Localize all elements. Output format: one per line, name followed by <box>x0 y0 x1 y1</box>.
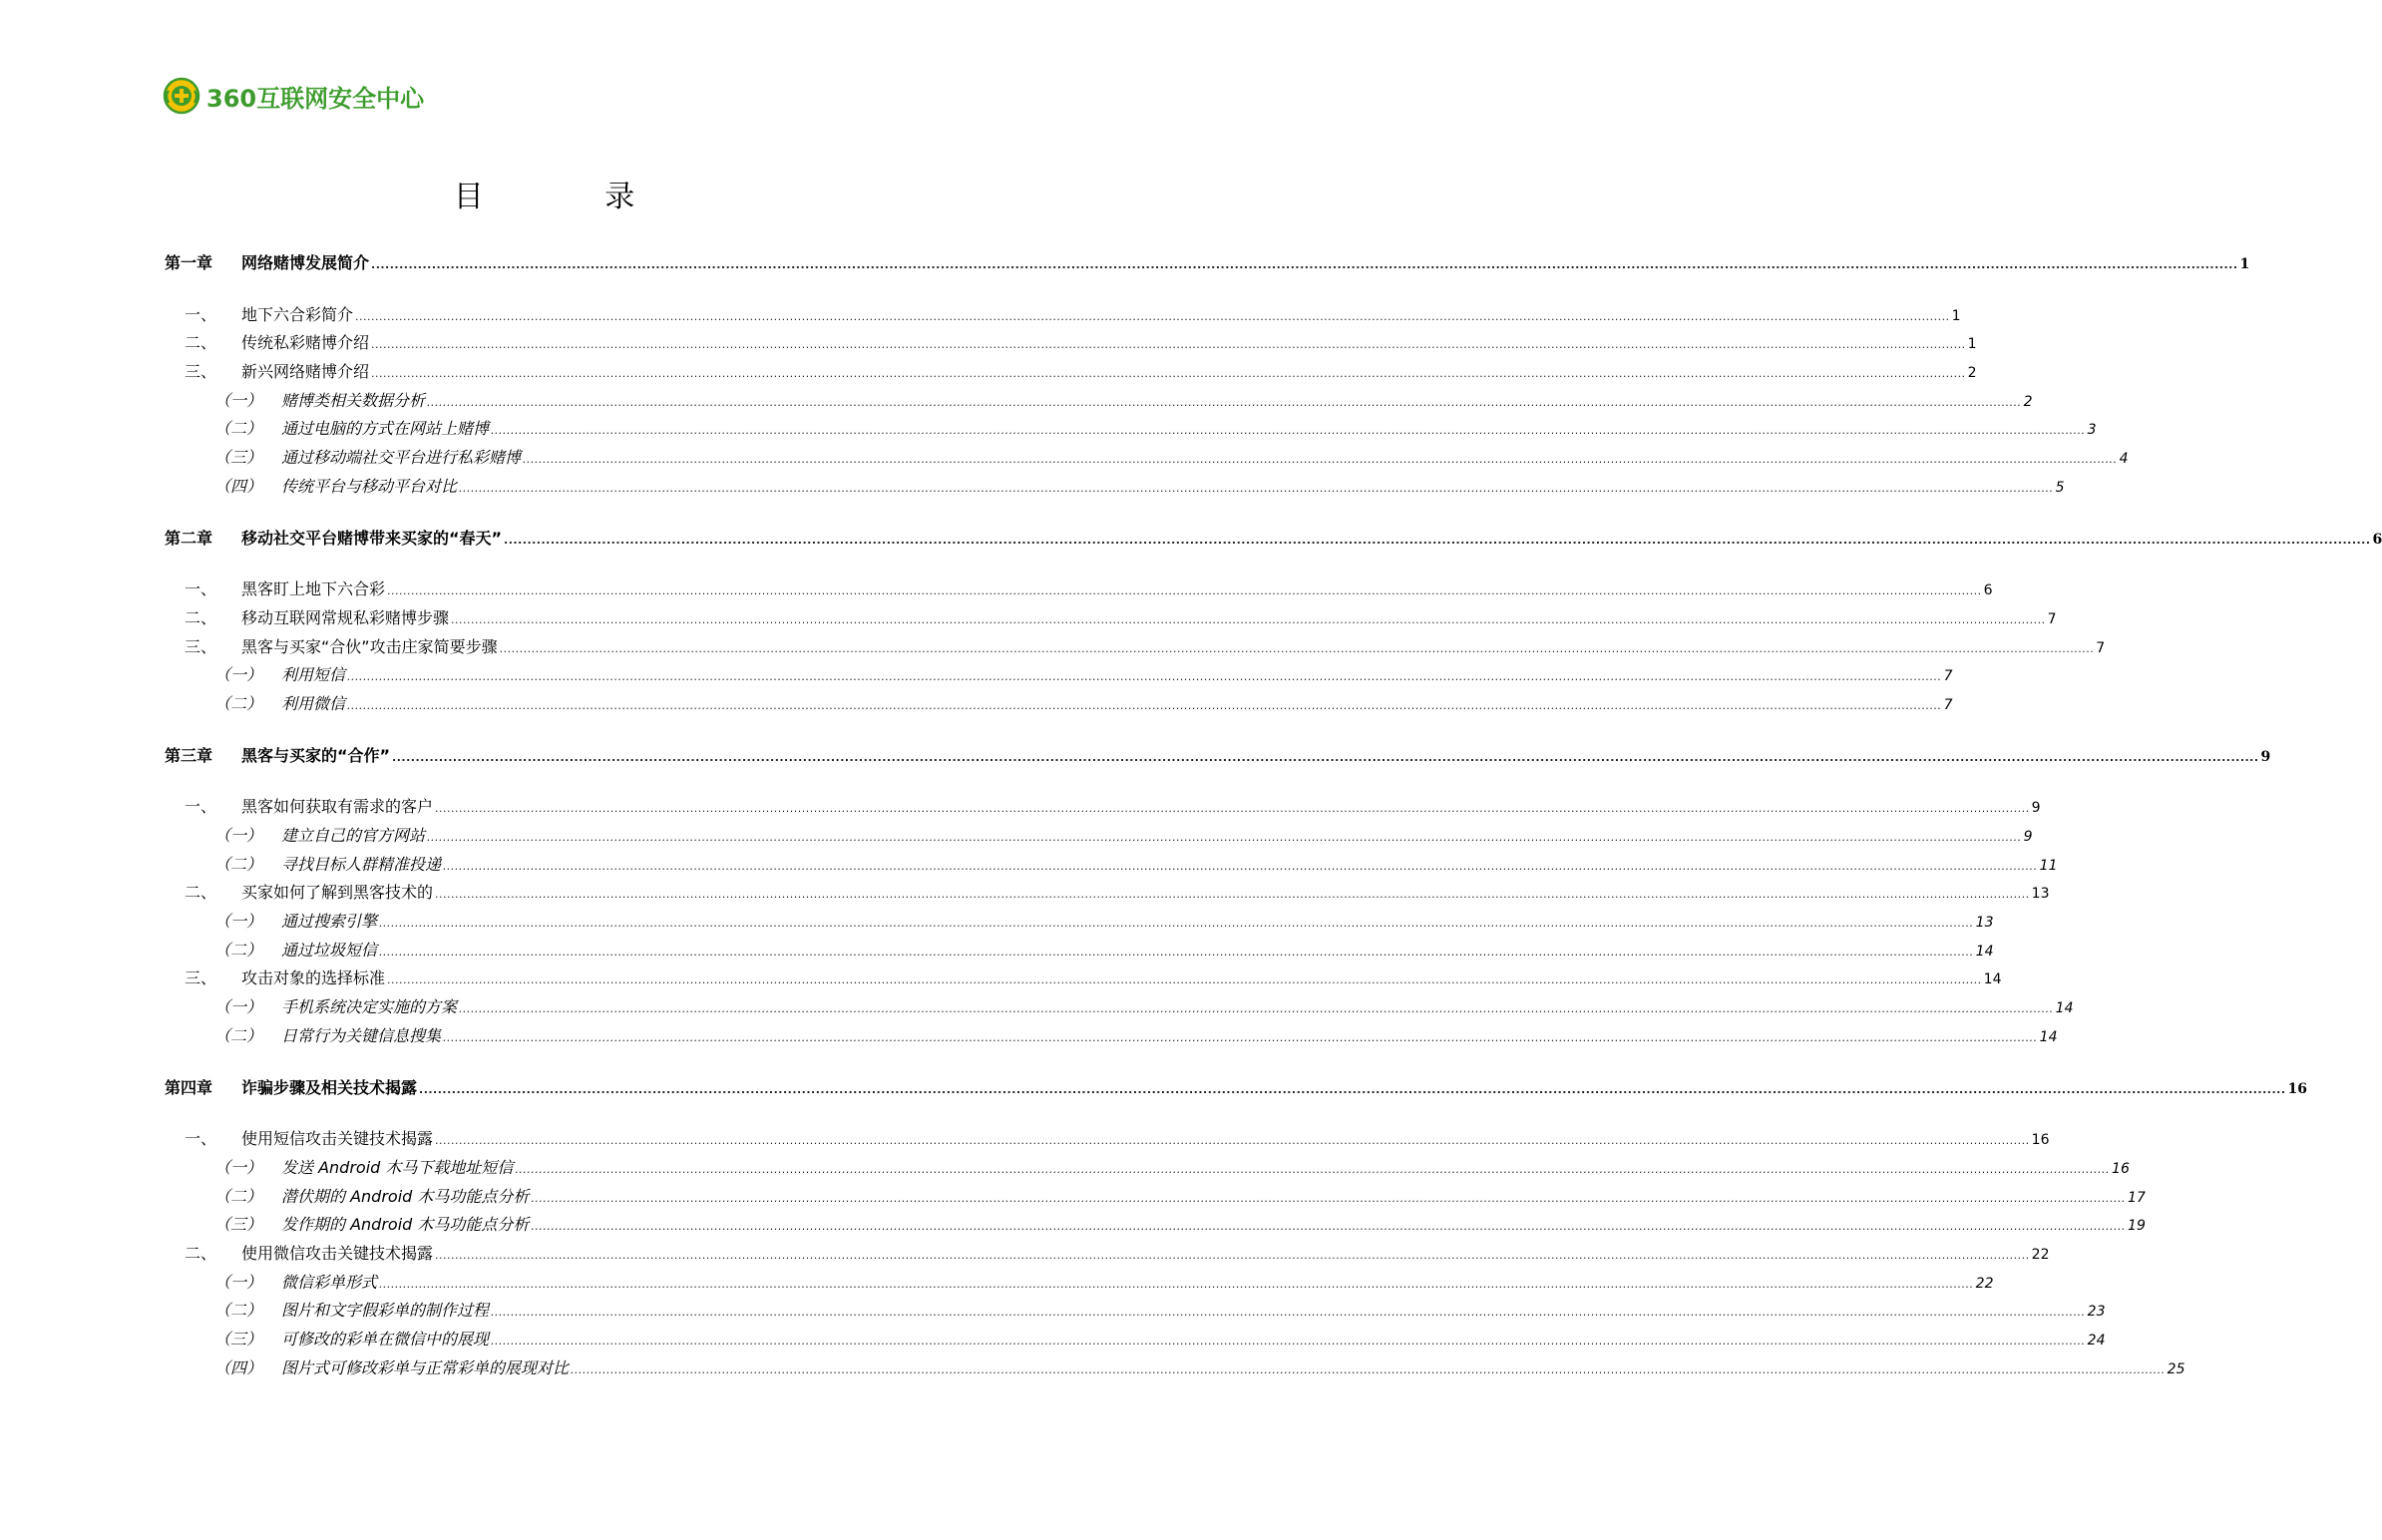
toc-entry-number: （二） <box>214 419 263 439</box>
toc-entry-number: 一、 <box>185 579 217 599</box>
toc-entry-label: 利用微信 <box>281 693 346 713</box>
toc-entry-label: 手机系统决定实施的方案 <box>281 997 458 1017</box>
toc-dot-leader: ................................................................................................................................................................................................................................................................................................................................................................................................................ <box>443 1030 2038 1044</box>
toc-entry-number: （四） <box>214 476 263 496</box>
toc-entry-label: 微信彩单形式 <box>281 1272 378 1292</box>
toc-entry-number: （三） <box>214 448 263 468</box>
toc-dot-leader: ................................................................................................................................................................................................................................................................................................................................................................................................................ <box>347 698 1942 712</box>
toc-entry-number: （一） <box>214 1157 263 1177</box>
toc-entry-page: 1 <box>1967 336 1977 353</box>
toc-dot-leader: ................................................................................................................................................................................................................................................................................................................................................................................................................ <box>435 888 2030 902</box>
toc-entry-page: 14 <box>2055 1000 2074 1017</box>
toc-entry[interactable] <box>165 1354 2185 1383</box>
toc-entry[interactable] <box>165 1240 2050 1269</box>
toc-entry-label: 黑客盯上地下六合彩 <box>241 579 386 599</box>
toc-entry[interactable] <box>165 1297 2106 1326</box>
toc-entry[interactable] <box>165 604 2057 633</box>
toc-entry[interactable] <box>165 387 2033 416</box>
toc-chapter-entry[interactable] <box>165 525 2382 554</box>
toc-entry-page: 16 <box>2031 1132 2050 1149</box>
toc-entry-label: 潜伏期的 Android 木马功能点分析 <box>281 1186 530 1206</box>
toc-entry-number: （三） <box>214 1215 263 1235</box>
toc-entry-page: 23 <box>2087 1304 2106 1321</box>
toc-entry[interactable] <box>165 444 2129 473</box>
toc-entry-label: 使用短信攻击关键技术揭露 <box>241 1129 434 1149</box>
toc-dot-leader: ................................................................................................................................................................................................................................................................................................................................................................................................................ <box>443 859 2038 873</box>
toc-entry-page: 7 <box>1943 668 1953 685</box>
toc-entry-page: 3 <box>2087 422 2097 439</box>
toc-dot-leader: ................................................................................................................................................................................................................................................................................................................................................................................................................ <box>435 1248 2030 1262</box>
toc-entry-number: （二） <box>214 1301 263 1321</box>
toc-dot-leader: ................................................................................................................................................................................................................................................................................................................................................................................................................ <box>371 258 2238 271</box>
toc-entry[interactable] <box>165 1269 1994 1298</box>
toc-entry-label: 移动社交平台赌博带来买家的“春天” <box>241 528 503 548</box>
toc-entry-page: 7 <box>1943 696 1953 713</box>
toc-entry-label: 利用短信 <box>281 665 346 685</box>
toc-entry-number: （一） <box>214 1272 263 1292</box>
toc-entry-label: 图片式可修改彩单与正常彩单的展现对比 <box>281 1357 570 1377</box>
toc-dot-leader: ................................................................................................................................................................................................................................................................................................................................................................................................................ <box>379 945 1974 959</box>
toc-entry[interactable] <box>165 793 2041 822</box>
toc-dot-leader: ................................................................................................................................................................................................................................................................................................................................................................................................................ <box>379 917 1974 931</box>
toc-entry-label: 传统私彩赌博介绍 <box>241 333 370 353</box>
toc-entry-number: 三、 <box>185 968 217 988</box>
toc-dot-leader: ................................................................................................................................................................................................................................................................................................................................................................................................................ <box>459 481 2054 495</box>
toc-entry-page: 2 <box>2023 393 2033 410</box>
toc-entry-number: （一） <box>214 997 263 1017</box>
toc-entry-page: 25 <box>2167 1360 2185 1377</box>
toc-dot-leader: ................................................................................................................................................................................................................................................................................................................................................................................................................ <box>371 367 1966 381</box>
toc-chapter-entry[interactable] <box>165 1074 2307 1103</box>
toc-dot-leader: ................................................................................................................................................................................................................................................................................................................................................................................................................ <box>387 584 1982 598</box>
toc-dot-leader: ................................................................................................................................................................................................................................................................................................................................................................................................................ <box>379 1277 1974 1291</box>
toc-entry-label: 移动互联网常规私彩赌博步骤 <box>241 607 450 627</box>
toc-entry[interactable] <box>165 576 1993 604</box>
toc-dot-leader: ................................................................................................................................................................................................................................................................................................................................................................................................................ <box>515 1162 2111 1176</box>
toc-entry-label: 建立自己的官方网站 <box>281 826 426 845</box>
toc-dot-leader: ................................................................................................................................................................................................................................................................................................................................................................................................................ <box>355 309 1950 323</box>
toc-entry-page: 13 <box>2031 886 2050 903</box>
toc-entry-label: 图片和文字假彩单的制作过程 <box>281 1301 490 1321</box>
toc-entry-page: 5 <box>2055 479 2065 496</box>
toc-entry-label: 传统平台与移动平台对比 <box>281 476 458 496</box>
toc-entry[interactable] <box>165 1211 2146 1240</box>
toc-entry[interactable] <box>165 1022 2058 1051</box>
page-title: 目 录 <box>453 180 691 214</box>
toc-entry-number: 二、 <box>185 333 217 353</box>
toc-dot-leader: ................................................................................................................................................................................................................................................................................................................................................................................................................ <box>419 1082 2286 1096</box>
toc-entry[interactable] <box>165 822 2033 851</box>
toc-entry-number: 二、 <box>185 1243 217 1263</box>
toc-entry[interactable] <box>165 415 2097 444</box>
toc-entry-label: 通过电脑的方式在网站上赌博 <box>281 419 490 439</box>
toc-dot-leader: ................................................................................................................................................................................................................................................................................................................................................................................................................ <box>491 1306 2086 1320</box>
toc-dot-leader: ................................................................................................................................................................................................................................................................................................................................................................................................................ <box>531 1191 2127 1205</box>
toc-entry-number: 三、 <box>185 362 217 382</box>
toc-entry-label: 寻找目标人群精准投递 <box>281 854 442 874</box>
brand-logo <box>163 77 424 115</box>
toc-entry-page: 9 <box>2031 800 2041 817</box>
toc-entry-number: 一、 <box>185 797 217 817</box>
toc-entry-number: （一） <box>214 826 263 845</box>
toc-chapter-entry[interactable] <box>165 249 2250 278</box>
toc-chapter-entry[interactable] <box>165 742 2271 771</box>
toc-entry-label: 黑客如何获取有需求的客户 <box>241 797 434 817</box>
toc-entry-page: 6 <box>2372 531 2382 548</box>
toc-entry-page: 22 <box>1975 1275 1994 1292</box>
toc-entry-label: 发送 Android 木马下载地址短信 <box>281 1157 514 1177</box>
toc-entry[interactable] <box>165 937 1994 965</box>
toc-entry-label: 地下六合彩简介 <box>241 304 354 324</box>
toc-entry[interactable] <box>165 1154 2130 1183</box>
toc-entry-page: 13 <box>1975 915 1994 932</box>
toc-dot-leader: ................................................................................................................................................................................................................................................................................................................................................................................................................ <box>371 338 1966 352</box>
toc-entry[interactable] <box>165 301 1961 330</box>
toc-entry-page: 2 <box>1967 365 1977 382</box>
toc-entry[interactable] <box>165 1125 2050 1154</box>
toc-dot-leader: ................................................................................................................................................................................................................................................................................................................................................................................................................ <box>435 1134 2030 1148</box>
toc-entry[interactable] <box>165 993 2074 1022</box>
toc-dot-leader: ................................................................................................................................................................................................................................................................................................................................................................................................................ <box>491 424 2086 438</box>
toc-entry-number: （三） <box>214 1330 263 1348</box>
toc-entry-number: （二） <box>214 1025 263 1045</box>
toc-entry-number: （二） <box>214 1186 263 1206</box>
toc-entry-number: （一） <box>214 390 263 410</box>
toc-entry-page: 22 <box>2031 1246 2050 1263</box>
toc-entry-page: 4 <box>2119 451 2129 468</box>
toc-entry[interactable] <box>165 358 1977 387</box>
toc-dot-leader: ................................................................................................................................................................................................................................................................................................................................................................................................................ <box>451 612 2046 626</box>
toc-entry-label: 使用微信攻击关键技术揭露 <box>241 1243 434 1263</box>
shield-cross-icon <box>163 77 200 115</box>
toc-entry[interactable] <box>165 1326 2106 1354</box>
toc-dot-leader: ................................................................................................................................................................................................................................................................................................................................................................................................................ <box>499 641 2095 655</box>
toc-entry-label: 网络赌博发展简介 <box>241 253 370 272</box>
toc-entry-number: 一、 <box>185 1129 217 1149</box>
toc-entry-label: 发作期的 Android 木马功能点分析 <box>281 1215 530 1235</box>
toc-entry-label: 新兴网络赌博介绍 <box>241 362 370 382</box>
toc-entry-number: 第一章 <box>165 253 213 272</box>
toc-entry-page: 11 <box>2039 857 2058 874</box>
toc-dot-leader: ................................................................................................................................................................................................................................................................................................................................................................................................................ <box>523 453 2118 467</box>
toc-dot-leader: ................................................................................................................................................................................................................................................................................................................................................................................................................ <box>459 1002 2054 1016</box>
toc-entry-number: （二） <box>214 940 263 960</box>
toc-entry-page: 16 <box>2287 1080 2307 1097</box>
toc-entry-number: （二） <box>214 693 263 713</box>
toc-entry-page: 9 <box>2023 829 2033 845</box>
toc-entry[interactable] <box>165 964 2002 993</box>
toc-entry-label: 黑客与买家“合伙”攻击庄家简要步骤 <box>241 636 498 656</box>
toc-entry-number: （二） <box>214 854 263 874</box>
toc-entry[interactable] <box>165 329 1977 358</box>
toc-entry-label: 通过搜索引擎 <box>281 912 378 932</box>
toc-dot-leader: ................................................................................................................................................................................................................................................................................................................................................................................................................ <box>504 533 2371 547</box>
toc-entry-number: 第四章 <box>165 1077 213 1097</box>
toc-entry[interactable] <box>165 879 2050 908</box>
toc-entry-label: 通过移动端社交平台进行私彩赌博 <box>281 448 522 468</box>
toc-entry[interactable] <box>165 851 2058 880</box>
toc-entry-page: 1 <box>2239 256 2250 272</box>
toc-entry-label: 黑客与买家的“合作” <box>241 745 391 765</box>
toc-entry[interactable] <box>165 661 1953 690</box>
toc-dot-leader: ................................................................................................................................................................................................................................................................................................................................................................................................................ <box>435 802 2030 816</box>
toc-entry[interactable] <box>165 633 2106 662</box>
toc-entry[interactable] <box>165 473 2065 502</box>
toc-entry-page: 14 <box>1983 971 2002 988</box>
toc-entry-page: 7 <box>2096 639 2106 656</box>
toc-entry-page: 1 <box>1951 307 1961 324</box>
toc-entry-page: 7 <box>2047 610 2057 627</box>
toc-entry-label: 可修改的彩单在微信中的展现 <box>281 1330 490 1348</box>
toc-entry-label: 攻击对象的选择标准 <box>241 968 386 988</box>
toc-entry-number: 二、 <box>185 607 217 627</box>
toc-entry-number: 二、 <box>185 883 217 903</box>
toc-entry-page: 14 <box>1975 943 1994 960</box>
toc-entry-page: 24 <box>2087 1333 2106 1348</box>
table-of-contents <box>165 249 2382 1382</box>
logo-text: 360互联网安全中心 <box>206 84 425 113</box>
toc-entry-number: 第二章 <box>165 528 213 548</box>
toc-entry-label: 买家如何了解到黑客技术的 <box>241 883 434 903</box>
toc-entry-label: 赌博类相关数据分析 <box>281 390 426 410</box>
toc-dot-leader: ................................................................................................................................................................................................................................................................................................................................................................................................................ <box>427 831 2022 844</box>
toc-entry-page: 19 <box>2128 1218 2146 1235</box>
toc-entry[interactable] <box>165 908 1994 937</box>
toc-entry-page: 14 <box>2039 1028 2058 1045</box>
toc-entry-page: 16 <box>2112 1160 2130 1177</box>
toc-entry-page: 9 <box>2260 748 2271 765</box>
toc-entry[interactable] <box>165 1183 2146 1212</box>
toc-dot-leader: ................................................................................................................................................................................................................................................................................................................................................................................................................ <box>387 973 1982 987</box>
toc-dot-leader: ................................................................................................................................................................................................................................................................................................................................................................................................................ <box>531 1220 2127 1234</box>
toc-entry-number: 三、 <box>185 636 217 656</box>
toc-dot-leader: ................................................................................................................................................................................................................................................................................................................................................................................................................ <box>427 395 2022 409</box>
toc-entry-label: 通过垃圾短信 <box>281 940 378 960</box>
toc-entry-label: 日常行为关键信息搜集 <box>281 1025 442 1045</box>
toc-entry[interactable] <box>165 690 1953 719</box>
toc-dot-leader: ................................................................................................................................................................................................................................................................................................................................................................................................................ <box>491 1335 2086 1348</box>
toc-dot-leader: ................................................................................................................................................................................................................................................................................................................................................................................................................ <box>347 670 1942 684</box>
toc-entry-label: 诈骗步骤及相关技术揭露 <box>241 1077 418 1097</box>
toc-entry-page: 17 <box>2128 1189 2146 1206</box>
toc-dot-leader: ................................................................................................................................................................................................................................................................................................................................................................................................................ <box>571 1362 2166 1376</box>
toc-entry-number: （一） <box>214 912 263 932</box>
toc-entry-number: 第三章 <box>165 745 213 765</box>
toc-entry-number: （一） <box>214 665 263 685</box>
toc-entry-number: 一、 <box>185 304 217 324</box>
toc-entry-number: （四） <box>214 1357 263 1377</box>
toc-entry-page: 6 <box>1983 582 1993 599</box>
toc-dot-leader: ................................................................................................................................................................................................................................................................................................................................................................................................................ <box>392 750 2259 764</box>
